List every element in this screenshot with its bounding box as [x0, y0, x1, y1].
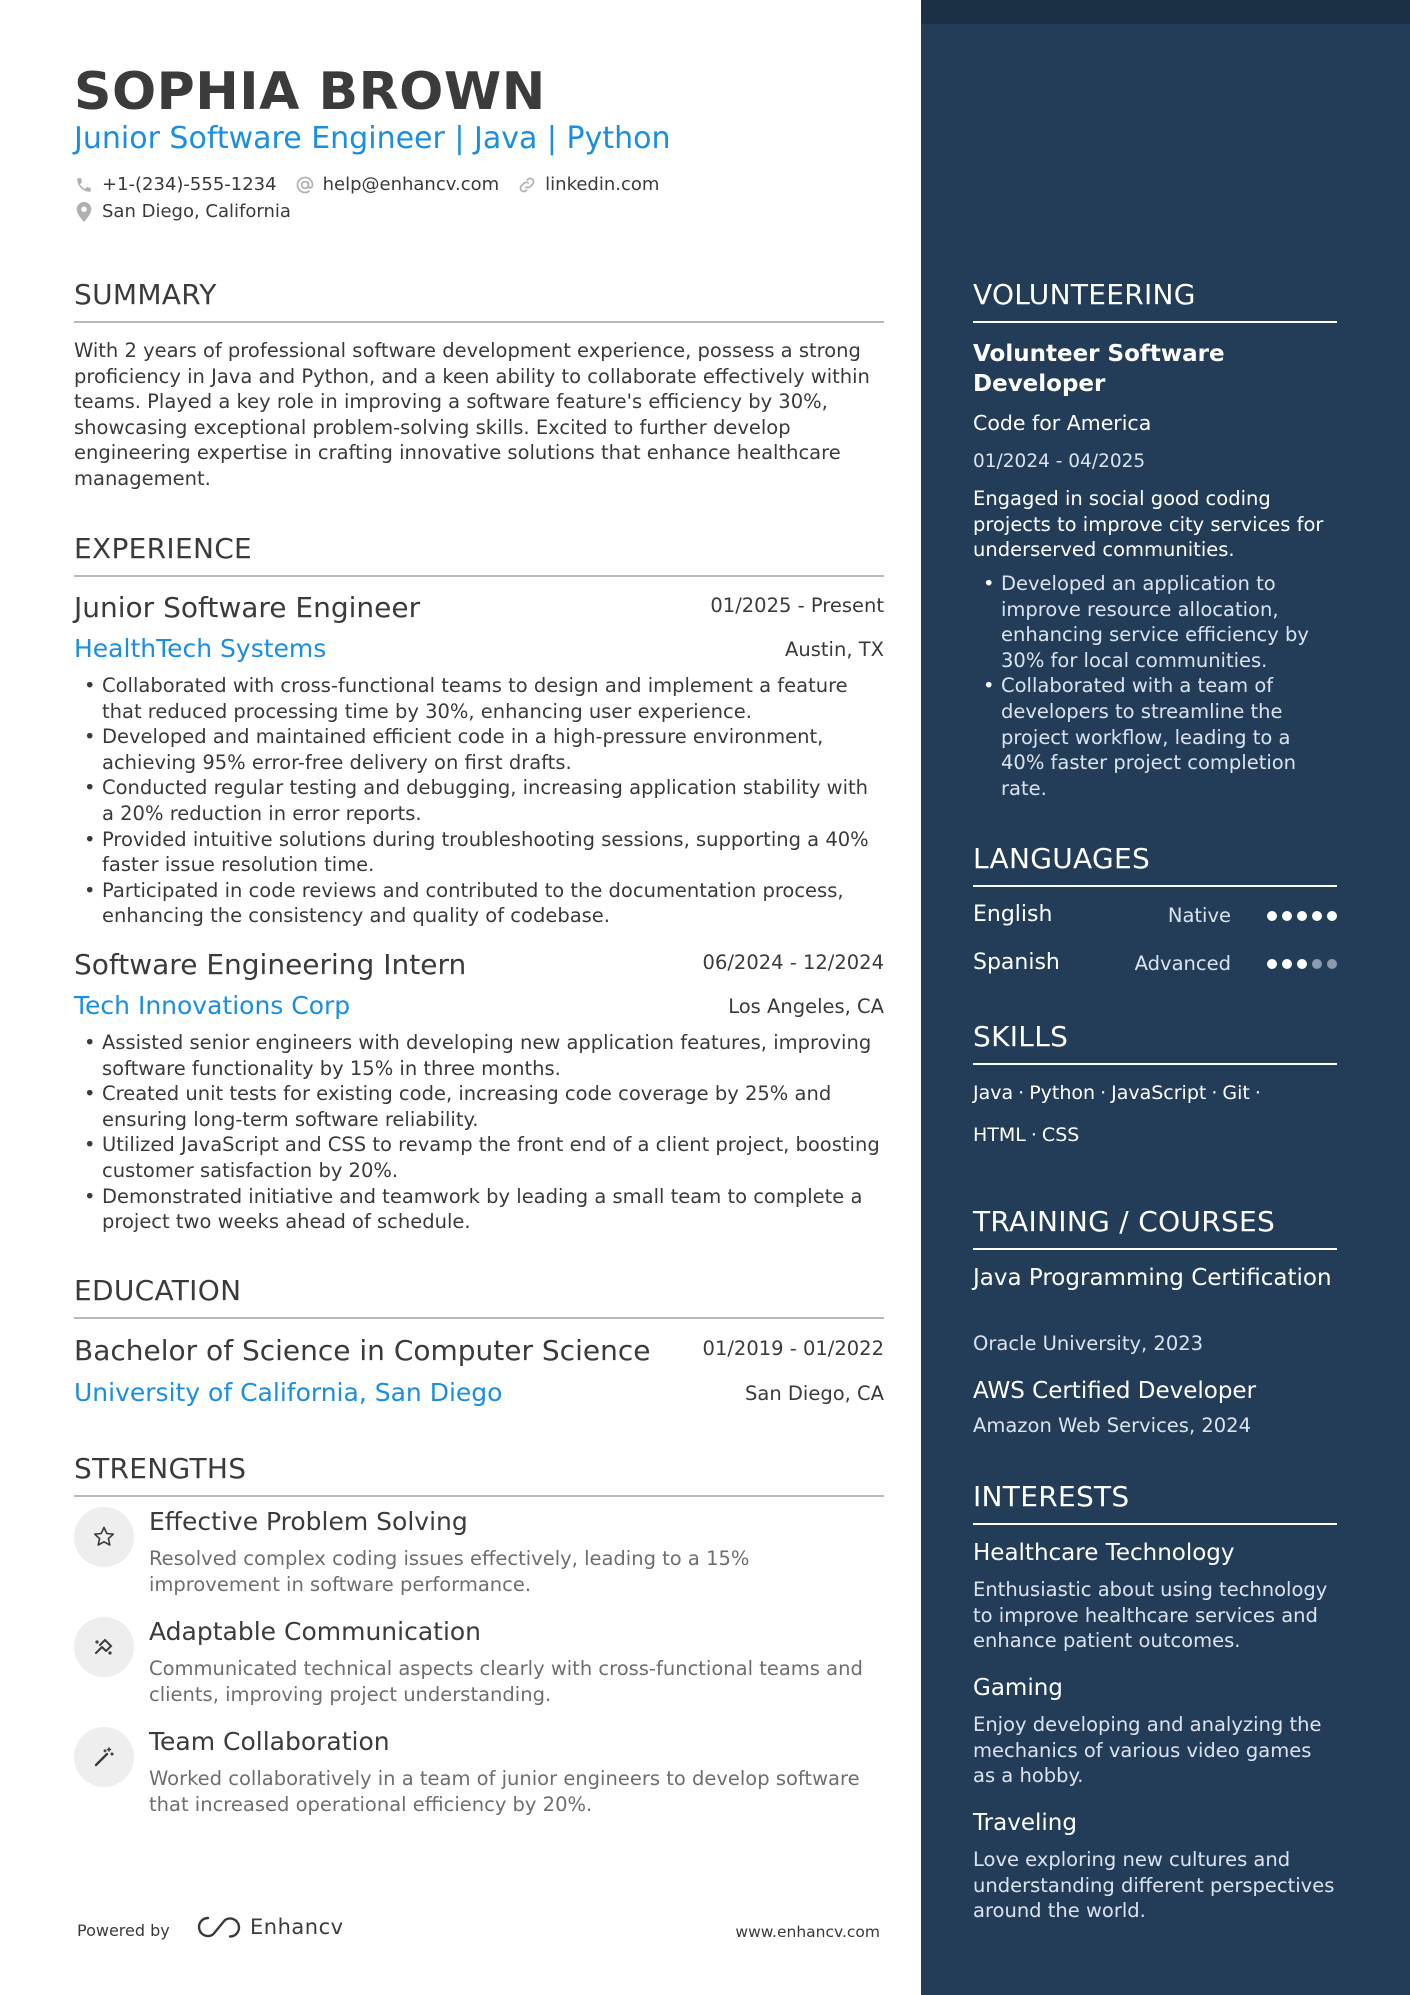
sidebar [921, 0, 1410, 1995]
footer-url[interactable]: www.enhancv.com [735, 1923, 880, 1941]
education-degree: Bachelor of Science in Computer Science [74, 1334, 651, 1367]
enhancv-logo-text: Enhancv [250, 1915, 344, 1939]
language-level: Advanced [1134, 952, 1231, 975]
experience-heading-text: EXPERIENCE [74, 532, 253, 565]
interest-desc: Enthusiastic about using technology to improve healthcare services and enhance patient outcomes. [973, 1578, 1328, 1653]
section-divider [74, 575, 884, 577]
email-text[interactable]: help@enhancv.com [322, 174, 500, 195]
rating-dot-filled [1327, 911, 1337, 921]
section-divider [973, 885, 1337, 887]
interests-heading-text: INTERESTS [973, 1480, 1130, 1513]
job-dates: 06/2024 - 12/2024 [702, 951, 884, 974]
training-sub: Oracle University, 2023 [973, 1332, 1204, 1355]
sidebar-top-band [921, 0, 1410, 24]
language-rating [1262, 959, 1337, 969]
strength-title: Team Collaboration [149, 1727, 390, 1756]
website-item[interactable] [517, 174, 659, 195]
rating-dot-filled [1282, 959, 1292, 969]
powered-by-text: Powered by [77, 1921, 170, 1940]
strength-title: Effective Problem Solving [149, 1507, 468, 1536]
interest-desc: Love exploring new cultures and understanding different perspectives around the world. [973, 1848, 1335, 1923]
strength-desc: Worked collaboratively in a team of junior engineers to develop software that increased operational efficiency by 20%. [149, 1767, 860, 1816]
website-text[interactable]: linkedin.com [545, 174, 660, 195]
job-bullet: • Demonstrated initiative and teamwork by leading a small team to complete a project two weeks ahead of schedule. [74, 1184, 884, 1235]
language-name: English [973, 902, 1053, 927]
location-pin-icon [74, 202, 94, 222]
section-divider [973, 1248, 1337, 1250]
star-icon [74, 1507, 134, 1567]
volunteer-bullet: • Collaborated with a team of developers to streamline the project workflow, leading to a 40% faster project completion rate. [973, 673, 1337, 801]
job-bullet: • Participated in code reviews and contributed to the documentation process, enhancing the consistency and quality of codebase. [74, 878, 884, 929]
job-company: Tech Innovations Corp [74, 991, 351, 1020]
rating-dot-filled [1282, 911, 1292, 921]
section-divider [74, 1495, 884, 1497]
rating-dot-filled [1297, 911, 1307, 921]
phone-icon [74, 175, 94, 195]
education-school: University of California, San Diego [74, 1378, 503, 1407]
job-bullet: • Created unit tests for existing code, increasing code coverage by 25% and ensuring long-term software reliability. [74, 1081, 884, 1132]
job-bullets [74, 673, 884, 929]
section-divider [973, 321, 1337, 323]
phone-item [74, 174, 277, 195]
job-bullet: • Developed and maintained efficient code in a high-pressure environment, achieving 95% error-free delivery on first drafts. [74, 724, 884, 775]
job-location: Austin, TX [785, 638, 884, 661]
strengths-heading [74, 1452, 884, 1485]
job-bullet: • Collaborated with cross-functional teams to design and implement a feature that reduced processing time by 30%, enhancing user experience. [74, 673, 884, 724]
volunteer-bullet: • Developed an application to improve resource allocation, enhancing service efficiency by 30% for local communities. [973, 571, 1337, 673]
strength-title: Adaptable Communication [149, 1617, 482, 1646]
skills-heading [973, 1020, 1337, 1053]
interest-title: Traveling [973, 1810, 1077, 1836]
strength-desc: Communicated technical aspects clearly with cross-functional teams and clients, improving project understanding. [149, 1657, 863, 1706]
summary-heading [74, 278, 884, 311]
training-title: Java Programming Certification [973, 1265, 1332, 1291]
candidate-title: Junior Software Engineer | Java | Python [74, 121, 671, 156]
location-row [74, 201, 309, 222]
email-item[interactable] [295, 174, 500, 195]
languages-heading-text: LANGUAGES [973, 842, 1151, 875]
experience-heading [74, 532, 884, 565]
skills-list [973, 1072, 1337, 1156]
section-divider [74, 321, 884, 323]
job-location: Los Angeles, CA [728, 995, 884, 1018]
summary-text: With 2 years of professional software development experience, possess a strong proficiency in Java and Python, and a keen ability to collaborate effectively within teams. Played a key role in improving a software feature's efficiency by 30%, showcasing exceptional problem-solving skills. Excited to further develop engineering expertise in crafting innovative solutions that enhance healthcare management. [74, 339, 870, 490]
interest-title: Healthcare Technology [973, 1540, 1235, 1566]
location-text: San Diego, California [102, 201, 291, 222]
skill-tag: HTML [973, 1124, 1026, 1146]
job-dates: 01/2025 - Present [710, 594, 884, 617]
training-heading-text: TRAINING / COURSES [973, 1205, 1276, 1238]
magic-wand-icon [74, 1727, 134, 1787]
skills-line: HTML · CSS [973, 1124, 1080, 1146]
training-sub: Amazon Web Services, 2024 [973, 1414, 1251, 1437]
languages-heading [973, 842, 1337, 875]
section-divider [973, 1523, 1337, 1525]
language-level: Native [1167, 904, 1231, 927]
enhancv-logo[interactable] [196, 1914, 344, 1940]
rating-dot-filled [1267, 911, 1277, 921]
volunteer-bullets [973, 571, 1337, 801]
volunteer-role: Volunteer Software Developer [973, 341, 1225, 397]
language-row [973, 950, 1337, 980]
language-name: Spanish [973, 950, 1060, 975]
volunteering-heading-text: VOLUNTEERING [973, 278, 1196, 311]
language-rating [1262, 911, 1337, 921]
section-divider [74, 1317, 884, 1319]
job-bullet: • Assisted senior engineers with developing new application features, improving software functionality by 15% in three months. [74, 1030, 884, 1081]
training-title: AWS Certified Developer [973, 1378, 1257, 1404]
volunteer-org: Code for America [973, 411, 1152, 435]
job-role: Software Engineering Intern [74, 948, 467, 981]
rating-dot-empty [1327, 959, 1337, 969]
rating-dot-empty [1312, 959, 1322, 969]
summary-heading-text: SUMMARY [74, 278, 217, 311]
candidate-name: SOPHIA BROWN [74, 62, 546, 122]
enhancv-logo-icon [196, 1914, 242, 1940]
education-heading [74, 1274, 884, 1307]
section-divider [973, 1063, 1337, 1065]
volunteer-dates: 01/2024 - 04/2025 [973, 451, 1146, 472]
interest-title: Gaming [973, 1675, 1063, 1701]
interests-heading [973, 1480, 1337, 1513]
skill-tag: CSS [1041, 1124, 1080, 1146]
training-heading [973, 1205, 1337, 1238]
contact-row [74, 174, 677, 195]
handshake-icon [74, 1617, 134, 1677]
rating-dot-filled [1297, 959, 1307, 969]
job-bullet: • Provided intuitive solutions during troubleshooting sessions, supporting a 40% faster issue resolution time. [74, 827, 884, 878]
education-dates: 01/2019 - 01/2022 [702, 1337, 884, 1360]
phone-text: +1-(234)-555-1234 [102, 174, 277, 195]
rating-dot-filled [1267, 959, 1277, 969]
job-company: HealthTech Systems [74, 634, 327, 663]
skill-tag: Python [1029, 1082, 1096, 1104]
job-bullets [74, 1030, 884, 1235]
strength-desc: Resolved complex coding issues effectively, leading to a 15% improvement in software performance. [149, 1547, 750, 1596]
education-location: San Diego, CA [745, 1382, 884, 1405]
job-bullet: • Conducted regular testing and debugging, increasing application stability with a 20% reduction in error reports. [74, 775, 884, 826]
skills-line: Java · Python · JavaScript · Git · [973, 1082, 1261, 1104]
volunteer-desc: Engaged in social good coding projects to improve city services for underserved communities. [973, 487, 1324, 562]
job-bullet: • Utilized JavaScript and CSS to revamp the front end of a client project, boosting customer satisfaction by 20%. [74, 1132, 884, 1183]
skill-tag: JavaScript [1111, 1082, 1207, 1104]
education-heading-text: EDUCATION [74, 1274, 242, 1307]
interest-desc: Enjoy developing and analyzing the mechanics of various video games as a hobby. [973, 1713, 1322, 1788]
skill-tag: Git [1222, 1082, 1250, 1104]
job-role: Junior Software Engineer [74, 591, 421, 624]
language-row [973, 902, 1337, 932]
link-icon [517, 175, 537, 195]
volunteering-heading [973, 278, 1337, 311]
skills-heading-text: SKILLS [973, 1020, 1069, 1053]
skill-tag: Java [973, 1082, 1014, 1104]
at-icon [295, 175, 315, 195]
rating-dot-filled [1312, 911, 1322, 921]
location-item [74, 201, 291, 222]
strengths-heading-text: STRENGTHS [74, 1452, 247, 1485]
